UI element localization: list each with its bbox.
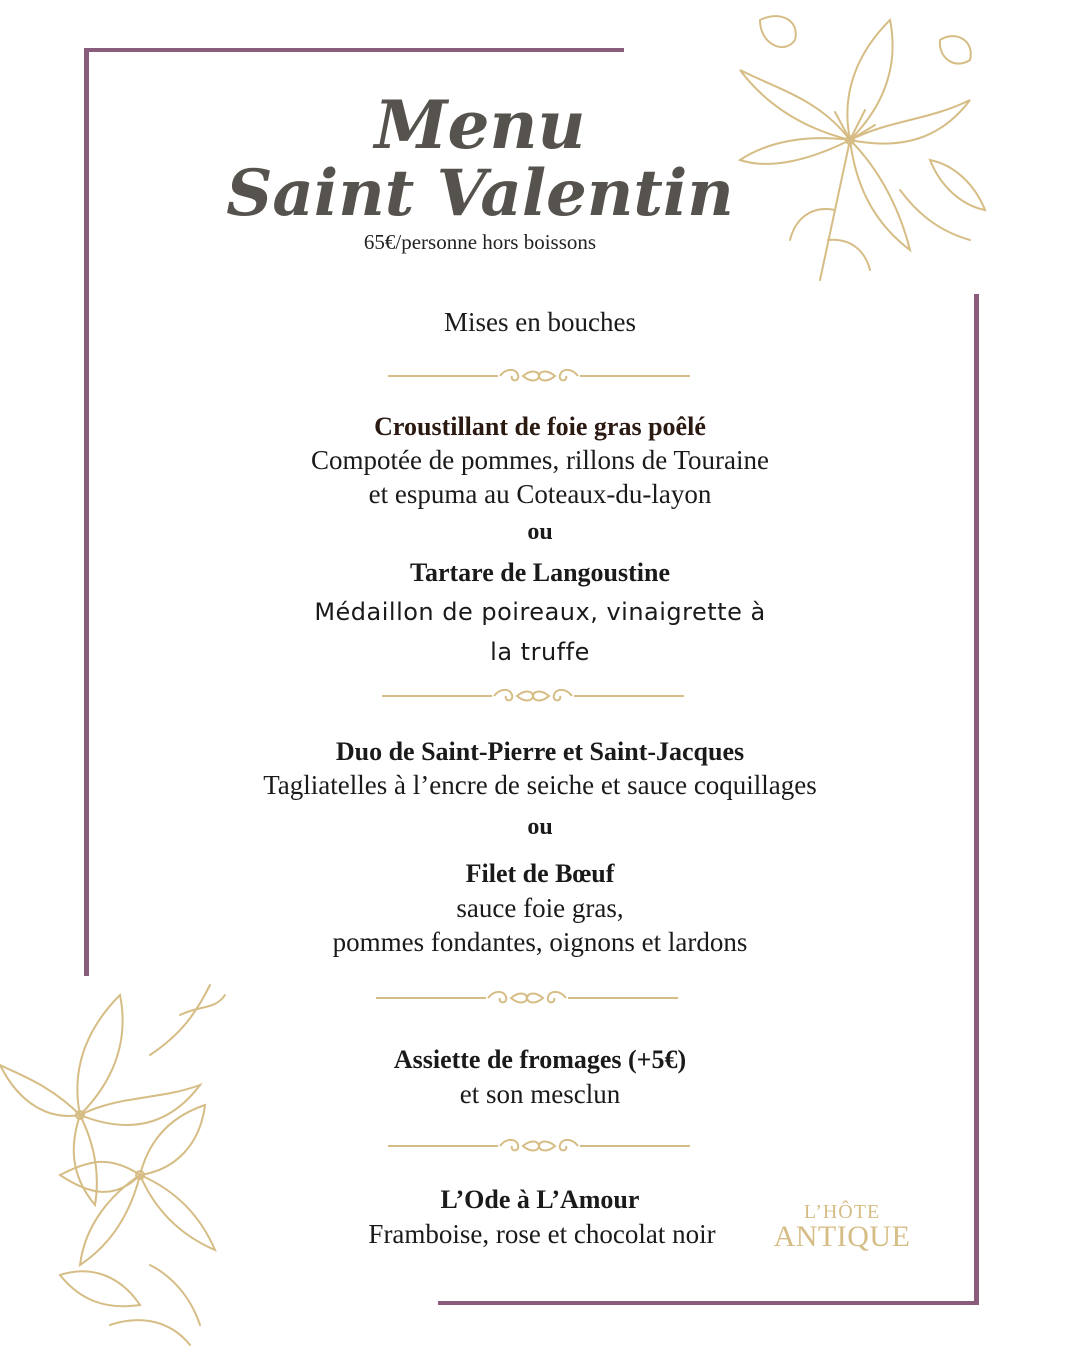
or-separator: ou xyxy=(527,814,553,840)
dish-name: Tartare de Langoustine xyxy=(409,558,671,587)
dish-description: sauce foie gras, xyxy=(456,893,624,923)
dish-name: Duo de Saint-Pierre et Saint-Jacques xyxy=(335,737,745,766)
title-line-saint-valentin: Saint Valentin xyxy=(226,156,734,231)
logo-line1: L’HÔTE xyxy=(803,1201,881,1223)
floral-ornament-icon xyxy=(700,0,1000,290)
or-separator: ou xyxy=(527,519,553,545)
divider-flourish-icon xyxy=(382,686,684,706)
logo-line2: ANTIQUE xyxy=(773,1220,911,1253)
dish-description: Médaillon de poireaux, vinaigrette à xyxy=(314,598,766,626)
frame-left-line xyxy=(84,48,89,976)
divider-flourish-icon xyxy=(376,988,678,1008)
dish-description: et son mesclun xyxy=(459,1079,621,1109)
dish-name: L’Ode à L’Amour xyxy=(440,1185,640,1214)
divider-flourish-icon xyxy=(388,1136,690,1156)
dish-description: et espuma au Coteaux-du-layon xyxy=(368,479,712,509)
floral-ornament-icon xyxy=(0,975,260,1350)
title-line-menu: Menu xyxy=(374,86,586,164)
dish-name: Croustillant de foie gras poêlé xyxy=(374,412,706,441)
price-note: 65€/personne hors boissons xyxy=(363,230,597,254)
frame-right-line xyxy=(974,294,979,1305)
dish-description: Compotée de pommes, rillons de Touraine xyxy=(310,445,770,475)
amuse-bouche: Mises en bouches xyxy=(444,307,636,337)
frame-top-line xyxy=(84,48,624,52)
dish-description: la truffe xyxy=(490,638,590,666)
dish-description: pommes fondantes, oignons et lardons xyxy=(332,927,748,957)
frame-bottom-line xyxy=(438,1301,979,1305)
divider-flourish-icon xyxy=(388,366,690,386)
dish-name: Assiette de fromages (+5€) xyxy=(393,1045,687,1074)
dish-description: Tagliatelles à l’encre de seiche et sauce coquillages xyxy=(263,770,817,800)
restaurant-logo xyxy=(772,1202,912,1252)
dish-description: Framboise, rose et chocolat noir xyxy=(368,1219,716,1249)
dish-name: Filet de Bœuf xyxy=(465,859,615,888)
